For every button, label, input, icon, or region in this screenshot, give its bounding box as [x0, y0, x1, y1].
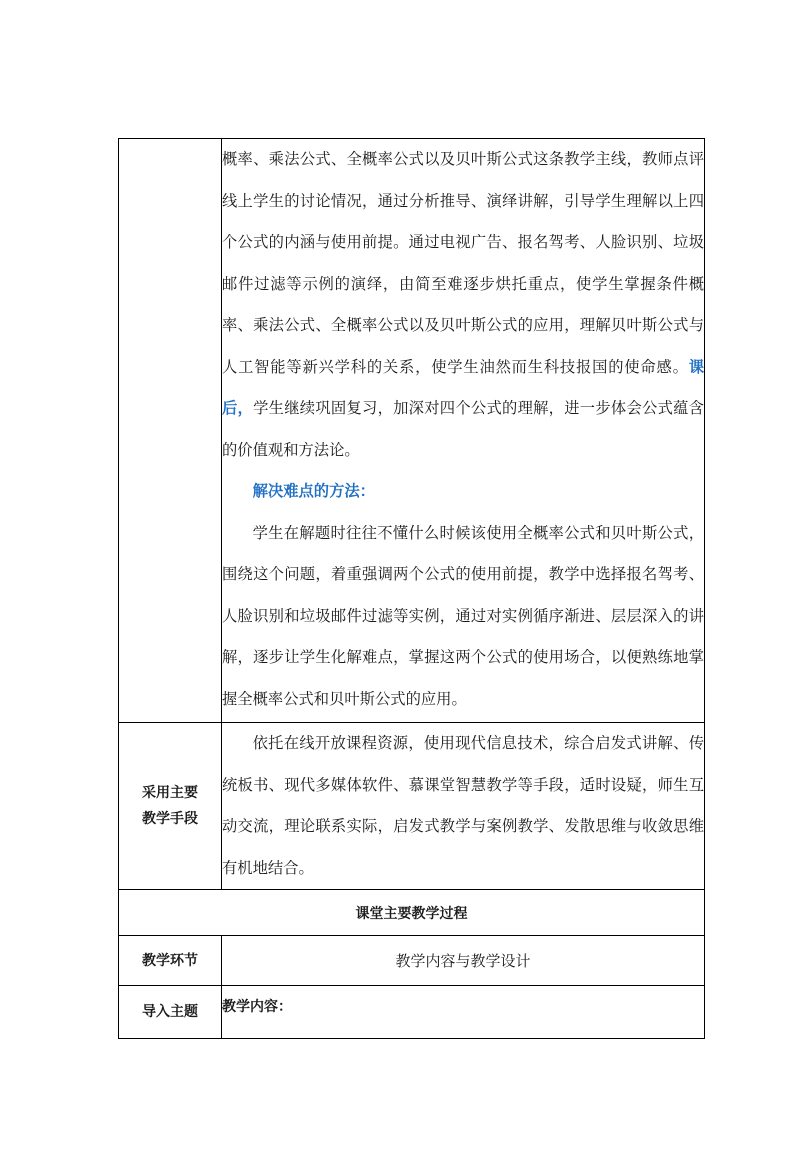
column-header-stage: 教学环节 — [119, 936, 222, 986]
teaching-mainline-paragraph — [222, 139, 704, 471]
empty-label-cell — [119, 139, 222, 723]
teaching-means-row — [119, 723, 705, 890]
teaching-means-label — [119, 723, 222, 890]
intro-row — [119, 986, 705, 1039]
teaching-means-paragraph: 依托在线开放课程资源，使用现代信息技术，综合启发式讲解、传统板书、现代多媒体软件、慕课堂智慧教学等手段，适时设疑，师生互动交流，理论联系实际，启发式教学与案例教学、发散思维与收敛思维有机地结合。 — [222, 734, 704, 877]
difficulty-method-paragraph: 学生在解题时往往不懂什么时候该使用全概率公式和贝叶斯公式，围绕这个问题，着重强调两个公式的使用前提，教学中选择报名驾考、人脸识别和垃圾邮件过滤等实例，通过对实例循序渐进、层层深入的讲解，逐步让学生化解难点，掌握这两个公式的使用场合，以便熟练地掌握全概率公式和贝叶斯公式的应用。 — [222, 523, 704, 708]
key-points-content — [222, 139, 705, 723]
paragraph-text-continued: 学生继续巩固复习，加深对四个公式的理解，进一步体会公式蕴含的价值观和方法论。 — [222, 399, 704, 459]
table-header-row — [119, 936, 705, 986]
section-title-row — [119, 890, 705, 936]
after-class-label: 课后， — [222, 357, 704, 417]
key-points-row — [119, 139, 705, 723]
label-line: 采用主要 — [142, 785, 198, 801]
label-line: 教学手段 — [142, 811, 198, 827]
teaching-means-content — [222, 723, 705, 890]
lesson-plan-table — [118, 138, 705, 1039]
intro-content-heading: 教学内容： — [222, 986, 705, 1039]
paragraph-text: 概率、乘法公式、全概率公式以及贝叶斯公式这条教学主线，教师点评线上学生的讨论情况，通过分析推导、演绎讲解，引导学生理解以上四个公式的内涵与使用前提。通过电视广告、报名驾考、人脸识别、垃圾邮件过滤等示例的演绎，由简至难逐步烘托重点，使学生掌握条件概率、乘法公式、全概率公式以及贝叶斯公式的应用，理解贝叶斯公式与人工智能等新兴学科的关系，使学生油然而生科技报国的使命感。 — [222, 150, 704, 376]
column-header-content: 教学内容与教学设计 — [222, 936, 705, 986]
difficulty-method-heading: 解决难点的方法： — [252, 482, 375, 500]
intro-stage-label: 导入主题 — [119, 986, 222, 1039]
section-title: 课堂主要教学过程 — [119, 890, 705, 936]
